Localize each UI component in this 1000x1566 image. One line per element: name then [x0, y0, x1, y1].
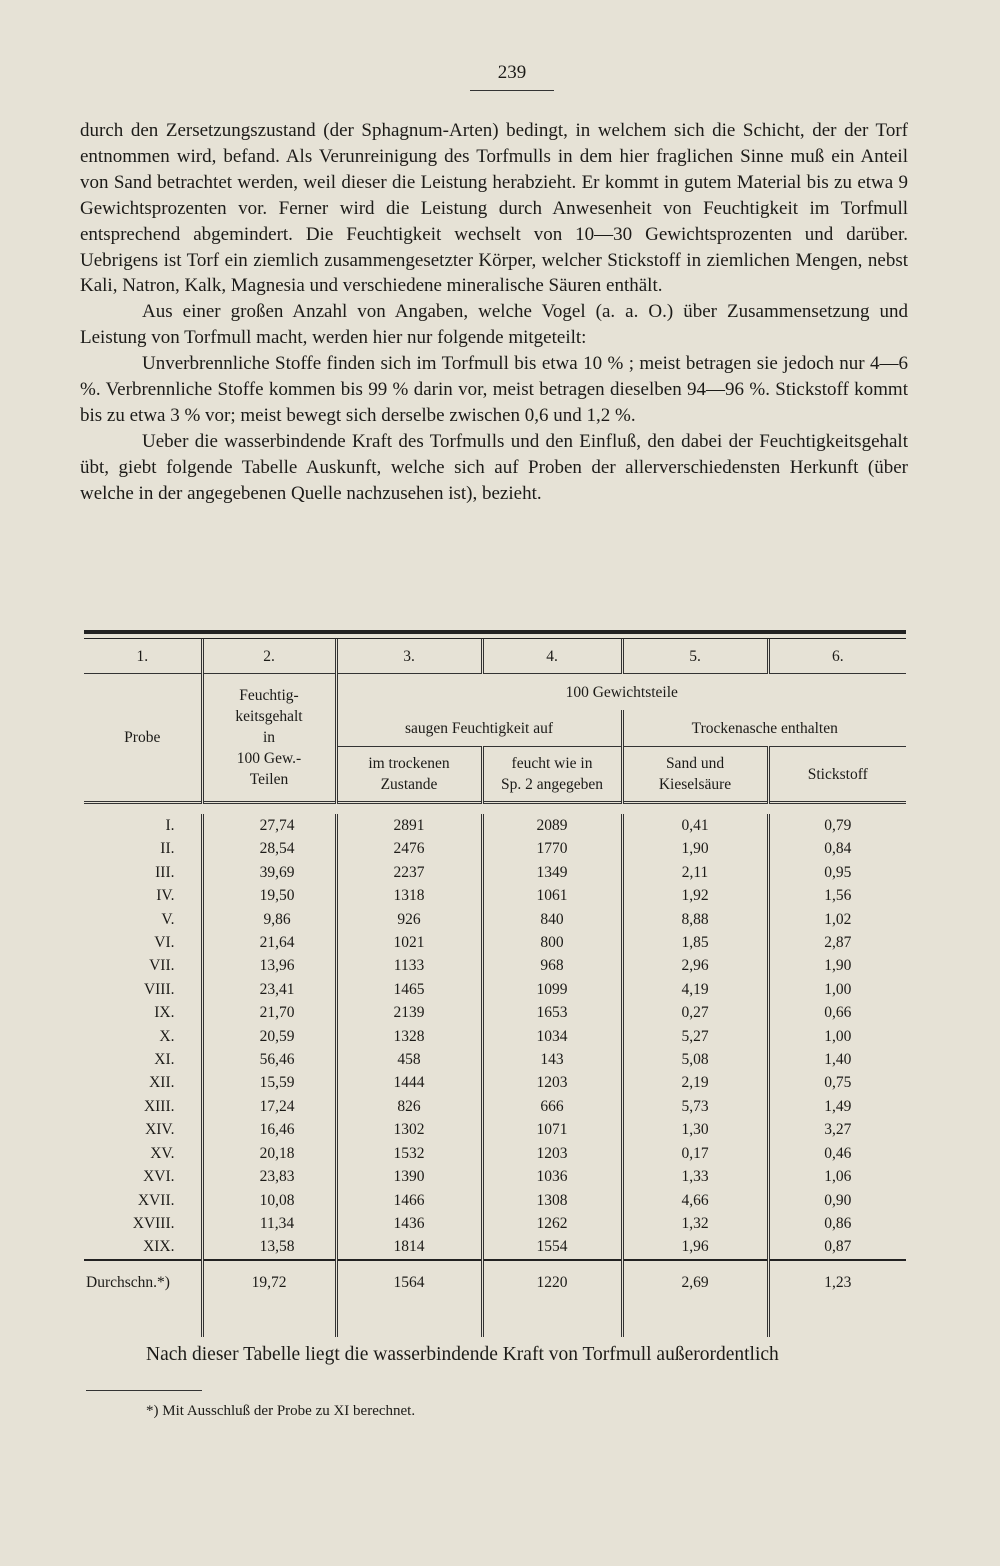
value-cell: 1532	[336, 1142, 482, 1165]
value-cell: 1465	[336, 978, 482, 1001]
probe-cell: V.	[161, 910, 175, 928]
probe-cell: XIV.	[145, 1121, 175, 1139]
probe-cell: XIX.	[143, 1238, 175, 1256]
value-cell: 1,00	[768, 978, 906, 1001]
value-cell: 21,70	[202, 1001, 336, 1024]
table-row	[84, 1048, 906, 1071]
table-row	[84, 1142, 906, 1165]
paragraph: Unverbrennliche Stoffe finden sich im Torfmull bis etwa 10 % ; meist betragen sie jedoch nur 4—6 %. Verbrennliche Stoffe kommen bis 99 % darin vor, meist betragen dieselben 94—96 %. Stickstoff kommt bis zu etwa 3 % vor; meist bewegt sich derselbe zwischen 0,6 und 1,2 %.	[80, 353, 908, 426]
probe-cell: XIII.	[143, 1097, 175, 1115]
value-cell: 2089	[482, 814, 622, 837]
value-cell: 1770	[482, 837, 622, 860]
table-row	[84, 1165, 906, 1188]
table-row	[84, 814, 906, 837]
value-cell: 10,08	[202, 1189, 336, 1212]
value-cell: 1,90	[768, 954, 906, 977]
value-cell: 2,11	[622, 861, 768, 884]
value-cell: 1262	[482, 1212, 622, 1235]
asche-header: Trockenasche enthalten	[622, 710, 906, 747]
value-cell: 8,88	[622, 908, 768, 931]
value-cell: 1,02	[768, 908, 906, 931]
col3-header: im trockenen Zustande	[336, 747, 482, 803]
value-cell: 1390	[336, 1165, 482, 1188]
value-cell: 9,86	[202, 908, 336, 931]
torfmull-table	[84, 639, 906, 1337]
probe-cell: VII.	[149, 957, 175, 975]
col-number: 3.	[336, 639, 482, 674]
closing-line: Nach dieser Tabelle liegt die wasserbindende Kraft von Torfmull außerordentlich	[146, 1344, 779, 1365]
probe-cell: VI.	[154, 934, 175, 952]
value-cell: 0,46	[768, 1142, 906, 1165]
value-cell: 1,06	[768, 1165, 906, 1188]
table-row	[84, 931, 906, 954]
paragraph: Aus einer großen Anzahl von Angaben, welche Vogel (a. a. O.) über Zusammensetzung und Leistung von Torfmull macht, werden hier nur folgende mitgeteilt:	[80, 301, 908, 349]
value-cell: 13,58	[202, 1235, 336, 1259]
value-cell: 1,40	[768, 1048, 906, 1071]
table-row	[84, 954, 906, 977]
value-cell: 1308	[482, 1189, 622, 1212]
footnote: *) Mit Ausschluß der Probe zu XI berechnet.	[146, 1403, 416, 1419]
probe-cell: III.	[155, 863, 175, 881]
probe-cell: XVII.	[137, 1191, 175, 1209]
probe-cell: II.	[160, 840, 175, 858]
value-cell: 0,27	[622, 1001, 768, 1024]
value-cell: 1021	[336, 931, 482, 954]
value-cell: 2,19	[622, 1071, 768, 1094]
table-row	[84, 1212, 906, 1235]
col-number: 1.	[84, 639, 202, 674]
value-cell: 2,96	[622, 954, 768, 977]
value-cell: 0,66	[768, 1001, 906, 1024]
average-value: 1564	[336, 1260, 482, 1305]
table-row	[84, 908, 906, 931]
table-row	[84, 1071, 906, 1094]
value-cell: 0,84	[768, 837, 906, 860]
value-cell: 1444	[336, 1071, 482, 1094]
average-label: Durchschn.*)	[84, 1260, 202, 1305]
value-cell: 0,87	[768, 1235, 906, 1259]
value-cell: 20,59	[202, 1025, 336, 1048]
value-cell: 3,27	[768, 1118, 906, 1141]
col-number: 4.	[482, 639, 622, 674]
table-row	[84, 1025, 906, 1048]
table-row	[84, 1189, 906, 1212]
average-value: 1,23	[768, 1260, 906, 1305]
value-cell: 1466	[336, 1189, 482, 1212]
value-cell: 1653	[482, 1001, 622, 1024]
col5-header: Sand und Kieselsäure	[622, 747, 768, 803]
value-cell: 666	[482, 1095, 622, 1118]
col6-header: Stickstoff	[768, 747, 906, 803]
col4-header: feucht wie in Sp. 2 angegeben	[482, 747, 622, 803]
table-tail	[84, 1305, 906, 1337]
value-cell: 1,90	[622, 837, 768, 860]
value-cell: 11,34	[202, 1212, 336, 1235]
value-cell: 23,41	[202, 978, 336, 1001]
table-row	[84, 1095, 906, 1118]
value-cell: 13,96	[202, 954, 336, 977]
probe-cell: XV.	[150, 1144, 175, 1162]
value-cell: 21,64	[202, 931, 336, 954]
table-top-rule	[84, 630, 906, 634]
probe-cell: XVIII.	[132, 1214, 175, 1232]
probe-cell: XII.	[149, 1074, 175, 1092]
footnote-rule	[86, 1390, 202, 1391]
value-cell: 1436	[336, 1212, 482, 1235]
value-cell: 15,59	[202, 1071, 336, 1094]
value-cell: 926	[336, 908, 482, 931]
value-cell: 5,73	[622, 1095, 768, 1118]
table-row	[84, 884, 906, 907]
value-cell: 1061	[482, 884, 622, 907]
value-cell: 1099	[482, 978, 622, 1001]
value-cell: 27,74	[202, 814, 336, 837]
table-row	[84, 1001, 906, 1024]
value-cell: 0,90	[768, 1189, 906, 1212]
page-number: 239	[470, 62, 554, 91]
value-cell: 1,96	[622, 1235, 768, 1259]
average-value: 2,69	[622, 1260, 768, 1305]
value-cell: 1814	[336, 1235, 482, 1259]
column-number-row	[84, 639, 906, 674]
value-cell: 1036	[482, 1165, 622, 1188]
probe-cell: XVI.	[143, 1168, 175, 1186]
average-value: 19,72	[202, 1260, 336, 1305]
value-cell: 1328	[336, 1025, 482, 1048]
value-cell: 5,08	[622, 1048, 768, 1071]
value-cell: 458	[336, 1048, 482, 1071]
value-cell: 0,41	[622, 814, 768, 837]
col-number: 2.	[202, 639, 336, 674]
paragraph: durch den Zersetzungszustand (der Sphagnum-Arten) bedingt, in welchem sich die Schicht, der der Torf entnommen wird, befand. Als Verunreinigung des Torfmulls in dem hier fraglichen Sinne muß ein Anteil von Sand betrachtet werden, weil dieser die Leistung herabzieht. Er kommt in gutem Material bis zu etwa 9 Gewichtsprozenten vor. Ferner wird die Leistung durch Anwesenheit von Feuchtigkeit im Torfmull entsprechend abgemindert. Die Feuchtigkeit wechselt von 10—30 Gewichtsprozenten und darüber. Uebrigens ist Torf ein ziemlich zusammengesetzter Körper, welcher Stickstoff in ziemlichen Mengen, nebst Kali, Natron, Kalk, Magnesia und verschiedene mineralische Säuren enthält.	[80, 120, 908, 297]
value-cell: 1133	[336, 954, 482, 977]
group-header: 100 Gewichtsteile	[336, 674, 906, 711]
value-cell: 968	[482, 954, 622, 977]
value-cell: 2891	[336, 814, 482, 837]
value-cell: 56,46	[202, 1048, 336, 1071]
value-cell: 143	[482, 1048, 622, 1071]
average-row	[84, 1260, 906, 1305]
value-cell: 4,19	[622, 978, 768, 1001]
table-row	[84, 1118, 906, 1141]
value-cell: 1302	[336, 1118, 482, 1141]
value-cell: 5,27	[622, 1025, 768, 1048]
probe-cell: IV.	[156, 887, 175, 905]
value-cell: 1554	[482, 1235, 622, 1259]
value-cell: 20,18	[202, 1142, 336, 1165]
value-cell: 39,69	[202, 861, 336, 884]
col-number: 6.	[768, 639, 906, 674]
value-cell: 0,17	[622, 1142, 768, 1165]
table-row	[84, 1235, 906, 1259]
value-cell: 840	[482, 908, 622, 931]
probe-cell: VIII.	[143, 980, 175, 998]
header-row-group	[84, 674, 906, 711]
value-cell: 4,66	[622, 1189, 768, 1212]
value-cell: 1,00	[768, 1025, 906, 1048]
body-text	[80, 118, 908, 507]
probe-cell: IX.	[154, 1004, 175, 1022]
value-cell: 800	[482, 931, 622, 954]
value-cell: 2476	[336, 837, 482, 860]
value-cell: 826	[336, 1095, 482, 1118]
table-body	[84, 814, 906, 1260]
value-cell: 1,30	[622, 1118, 768, 1141]
value-cell: 1203	[482, 1071, 622, 1094]
value-cell: 1071	[482, 1118, 622, 1141]
value-cell: 2139	[336, 1001, 482, 1024]
value-cell: 1034	[482, 1025, 622, 1048]
value-cell: 1,33	[622, 1165, 768, 1188]
table-row	[84, 978, 906, 1001]
paragraph: Ueber die wasserbindende Kraft des Torfmulls und den Einfluß, den dabei der Feuchtigkeitsgehalt übt, giebt folgende Tabelle Auskunft, welche sich auf Proben der allerverschiedensten Herkunft (über welche in der angegebenen Quelle nachzusehen ist), bezieht.	[80, 430, 908, 504]
value-cell: 1,49	[768, 1095, 906, 1118]
value-cell: 0,95	[768, 861, 906, 884]
table-row	[84, 861, 906, 884]
probe-cell: XI.	[154, 1051, 175, 1069]
value-cell: 1349	[482, 861, 622, 884]
data-table	[84, 630, 906, 1337]
value-cell: 23,83	[202, 1165, 336, 1188]
probe-cell: X.	[159, 1027, 175, 1045]
feuchtigkeit-header: Feuchtig- keitsgehalt in 100 Gew.- Teilen	[202, 674, 336, 803]
value-cell: 2,87	[768, 931, 906, 954]
value-cell: 1,92	[622, 884, 768, 907]
average-value: 1220	[482, 1260, 622, 1305]
saugen-header: saugen Feuchtigkeit auf	[336, 710, 622, 747]
value-cell: 17,24	[202, 1095, 336, 1118]
table-row	[84, 837, 906, 860]
value-cell: 0,79	[768, 814, 906, 837]
value-cell: 1203	[482, 1142, 622, 1165]
value-cell: 28,54	[202, 837, 336, 860]
probe-header: Probe	[124, 729, 161, 746]
value-cell: 19,50	[202, 884, 336, 907]
value-cell: 16,46	[202, 1118, 336, 1141]
probe-cell: I.	[165, 817, 175, 834]
value-cell: 0,75	[768, 1071, 906, 1094]
value-cell: 2237	[336, 861, 482, 884]
value-cell: 1,56	[768, 884, 906, 907]
col-number: 5.	[622, 639, 768, 674]
value-cell: 1,32	[622, 1212, 768, 1235]
value-cell: 1318	[336, 884, 482, 907]
value-cell: 0,86	[768, 1212, 906, 1235]
value-cell: 1,85	[622, 931, 768, 954]
